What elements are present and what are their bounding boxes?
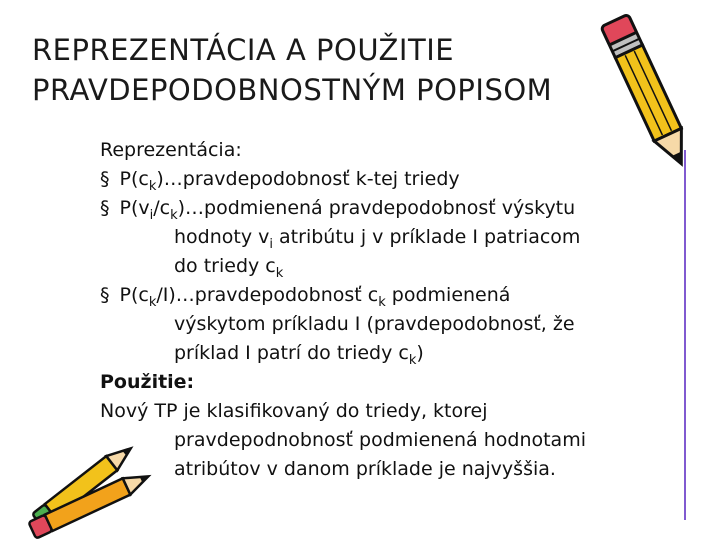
bullet-item-2-cont-2 xyxy=(100,252,680,281)
text: príklad I patrí do triedy c xyxy=(174,342,409,364)
pouzitie-heading: Použitie: xyxy=(100,371,195,393)
subscript: k xyxy=(148,179,157,194)
bullet-icon: § xyxy=(100,284,110,306)
title-line-1: REPREZENTÁCIA A POUŽITIE xyxy=(32,33,455,67)
pencil-icon xyxy=(596,4,706,184)
text: ) xyxy=(416,342,424,364)
bullet-icon: § xyxy=(100,168,110,190)
bullet-item-3-cont-1: výskytom príkladu I (pravdepodobnosť, že xyxy=(174,313,575,335)
bullet-icon: § xyxy=(100,197,110,219)
pencils-icon xyxy=(20,428,160,540)
slide-title xyxy=(32,30,632,110)
text: P(c xyxy=(119,284,149,306)
usage-line-3: atribútov v danom príklade je najvyššia. xyxy=(174,458,556,480)
subscript: k xyxy=(170,208,178,223)
text: atribútu j v príklade I patriacom xyxy=(273,226,581,248)
text: do triedy c xyxy=(174,255,276,277)
slide-body xyxy=(100,136,680,484)
text: P(v xyxy=(119,197,150,219)
text: /I)…pravdepodobnosť c xyxy=(156,284,379,306)
accent-line xyxy=(684,150,686,520)
text: hodnoty v xyxy=(174,226,270,248)
text: P(c xyxy=(119,168,149,190)
text: )…pravdepodobnosť k-tej triedy xyxy=(156,168,460,190)
bullet-item-2 xyxy=(100,194,680,223)
subscript: k xyxy=(148,295,157,310)
usage-line-2: pravdepodnobnosť podmienená hodnotami xyxy=(174,429,586,451)
reprezentacia-heading: Reprezentácia: xyxy=(100,139,242,161)
usage-line-1: Nový TP je klasifikovaný do triedy, ktorej xyxy=(100,400,488,422)
bullet-item-3-cont-2 xyxy=(100,339,680,368)
subscript: i xyxy=(269,237,273,252)
bullet-item-2-cont-1 xyxy=(100,223,680,252)
text: /c xyxy=(153,197,171,219)
subscript: k xyxy=(378,295,386,310)
text: podmienená xyxy=(385,284,511,306)
bullet-item-1 xyxy=(100,165,680,194)
title-line-2: PRAVDEPODOBNOSTNÝM POPISOM xyxy=(32,73,553,107)
subscript: k xyxy=(275,266,284,281)
subscript: k xyxy=(408,353,417,368)
subscript: i xyxy=(149,208,154,223)
text: )…podmienená pravdepodobnosť výskytu xyxy=(177,197,576,219)
bullet-item-3 xyxy=(100,281,680,310)
